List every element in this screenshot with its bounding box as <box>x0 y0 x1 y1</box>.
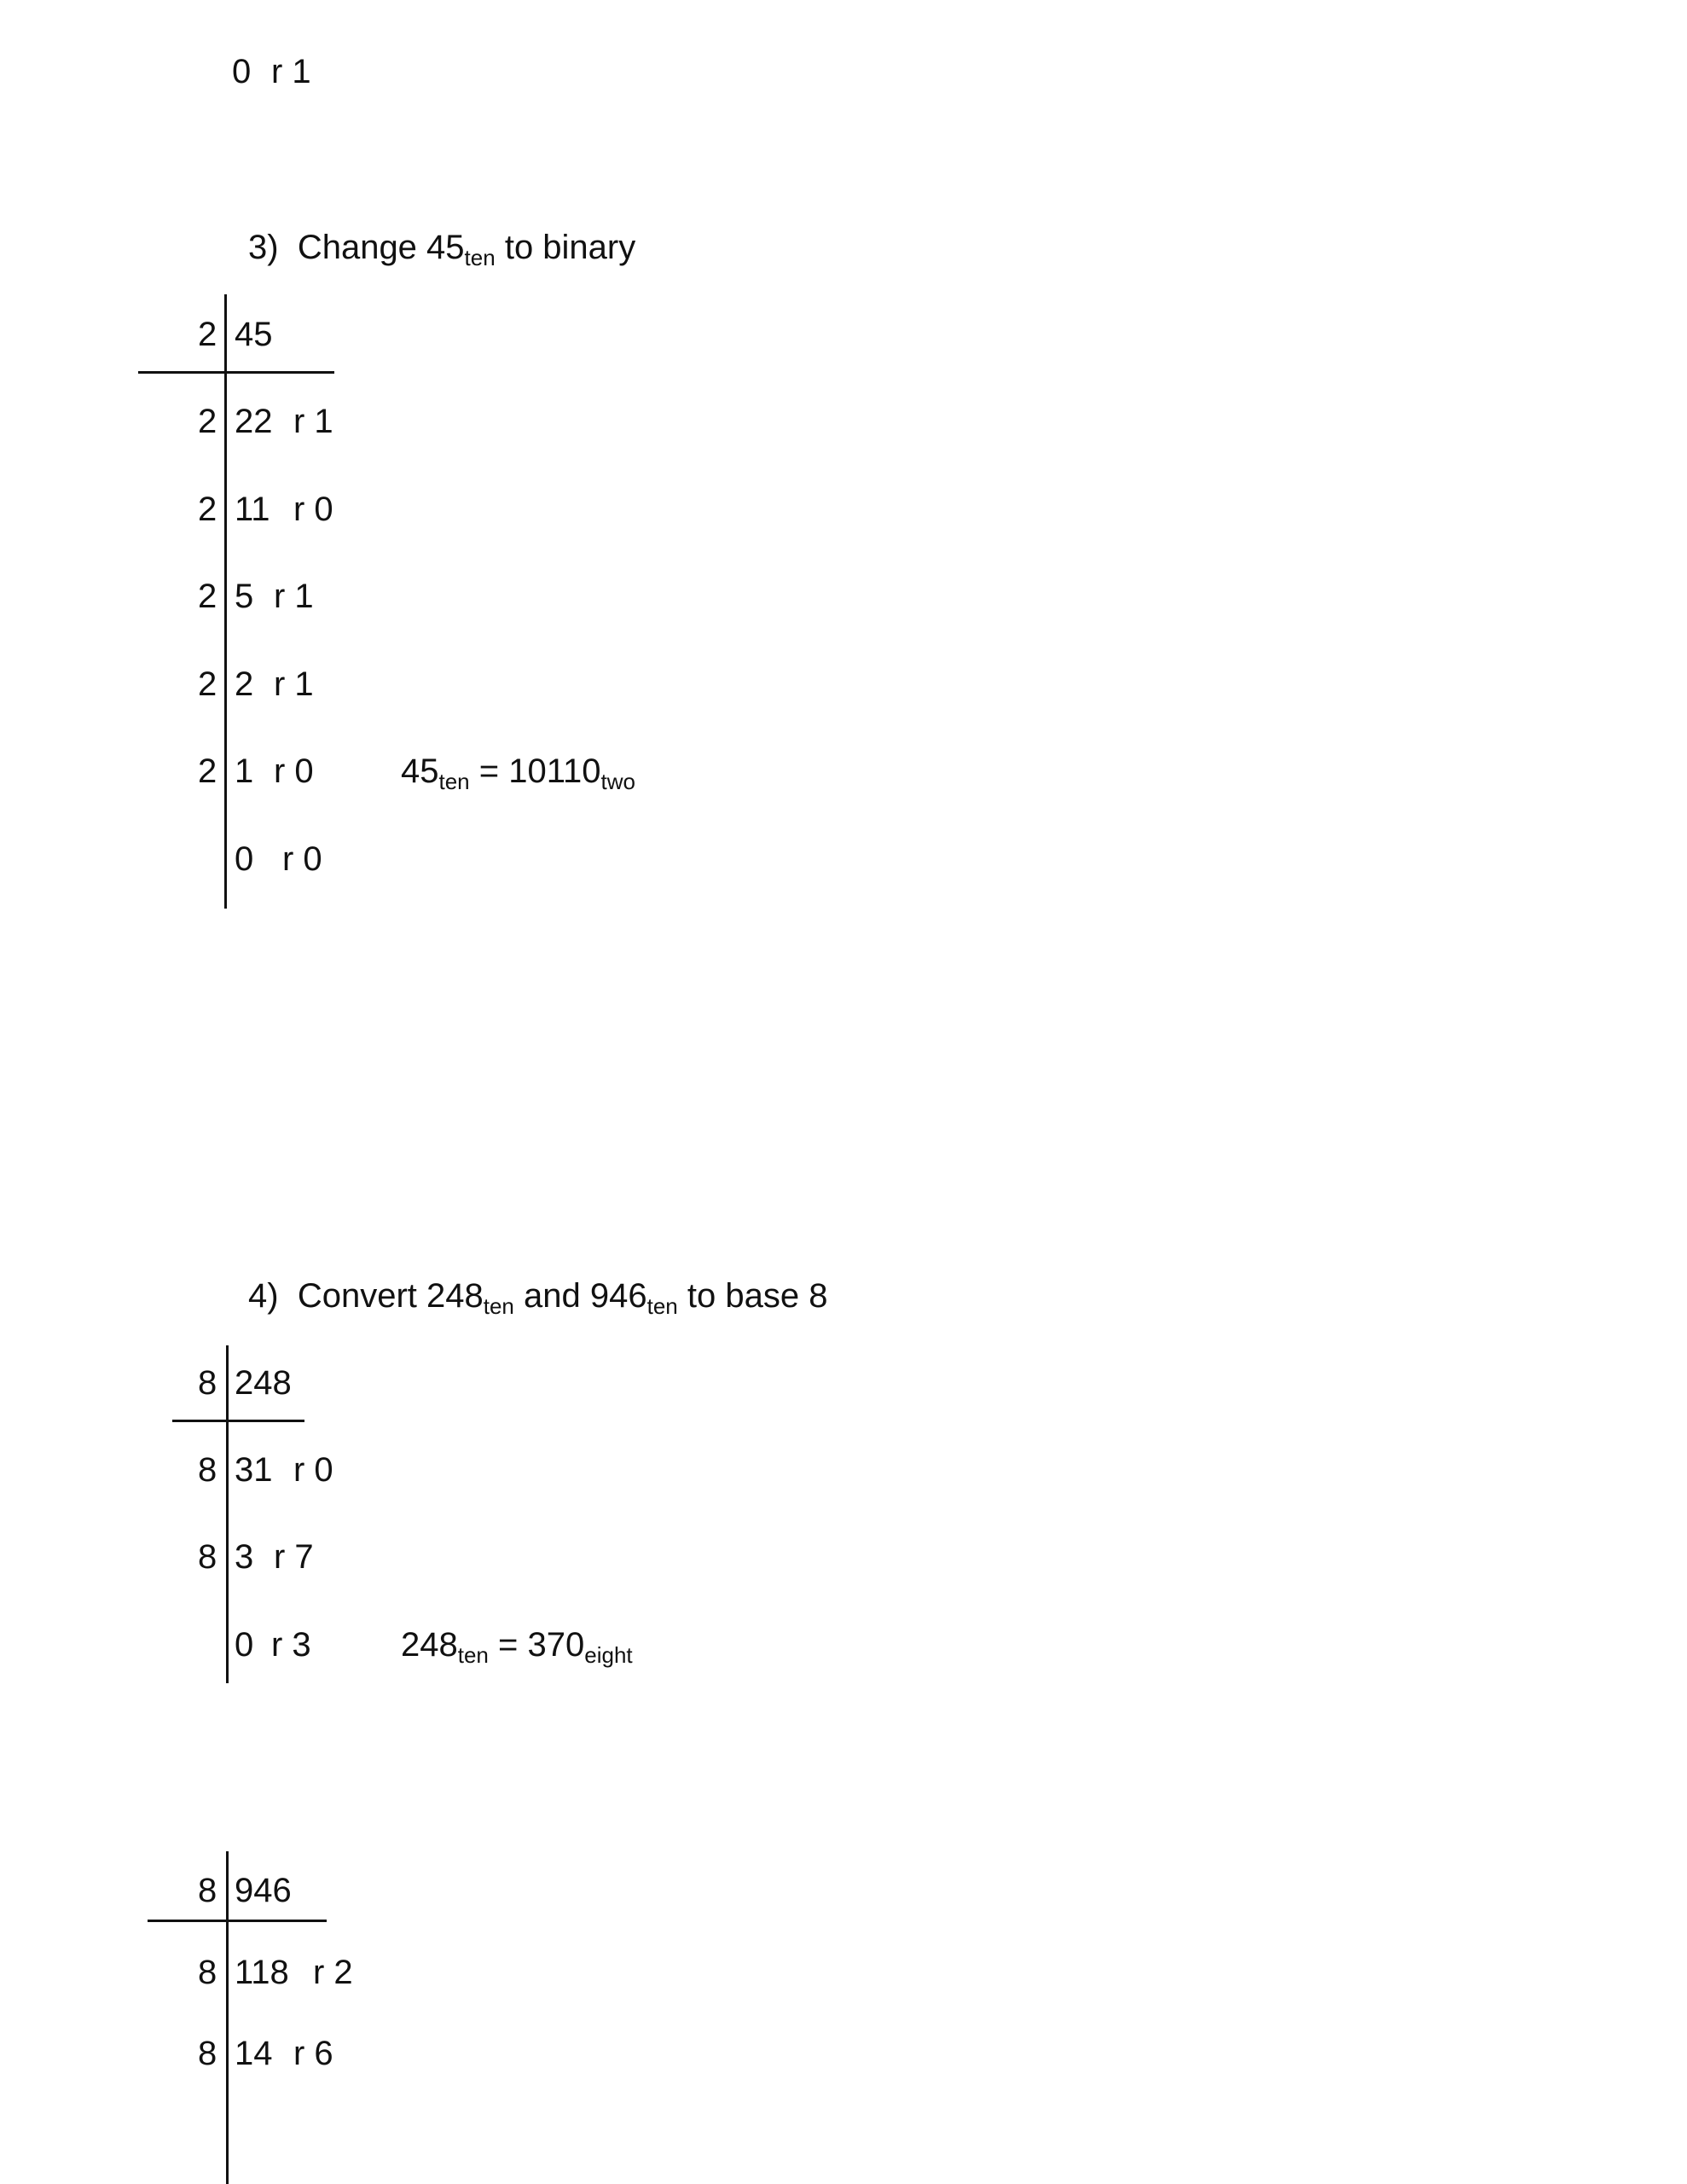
p3-row2-remainder: r 0 <box>293 491 333 528</box>
problem3-number: 3) <box>248 229 279 266</box>
problem4-text-a: Convert 248 <box>297 1277 484 1315</box>
p4b-row2-remainder: r 6 <box>293 2035 333 2072</box>
p4a-row0-divisor: 8 <box>198 1364 217 1402</box>
p3-row6-remainder: r 0 <box>282 840 322 878</box>
p3-row0-divisor: 2 <box>198 316 217 353</box>
p3-row1-remainder: r 1 <box>293 403 333 440</box>
p3-result-rhs: 10110 <box>508 752 601 790</box>
p3-row5-quotient: 1 <box>235 752 254 790</box>
p4a-row2-divisor: 8 <box>198 1538 217 1576</box>
p4a-row3-quotient: 0 <box>235 1626 254 1664</box>
problem3-text-b: to binary <box>504 229 636 266</box>
p3-row0-dividend: 45 <box>235 316 273 353</box>
p4a-row0-dividend: 248 <box>235 1364 292 1402</box>
p4a-row2-quotient: 3 <box>235 1538 254 1576</box>
p4b-row1-quotient: 118 <box>235 1954 289 1991</box>
problem4-sub-a: ten <box>483 1293 514 1319</box>
p4b-row2-divisor: 8 <box>198 2035 217 2072</box>
p3-row6-quotient: 0 <box>235 840 254 878</box>
p3-row4-divisor: 2 <box>198 665 217 703</box>
p3-row3-quotient: 5 <box>235 578 254 615</box>
problem3-heading <box>248 227 635 268</box>
p4a-row2-remainder: r 7 <box>274 1538 314 1576</box>
problem4-text-c: to base 8 <box>687 1277 828 1315</box>
p3-result-lhs-sub: ten <box>438 769 470 794</box>
p3-result-lhs: 45 <box>401 752 439 790</box>
p4b-row0-divisor: 8 <box>198 1872 217 1909</box>
p4a-row3-remainder: r 3 <box>271 1626 311 1664</box>
problem4-part1-division-bar <box>226 1345 229 1683</box>
problem4-heading <box>248 1275 828 1319</box>
p3-row1-divisor: 2 <box>198 403 217 440</box>
problem3-sub-a: ten <box>464 245 496 270</box>
p3-row5-divisor: 2 <box>198 752 217 790</box>
problem4-part2-underline <box>148 1920 327 1922</box>
problem3-underline <box>138 371 334 374</box>
p4b-row1-divisor: 8 <box>198 1954 217 1991</box>
p4a-result-lhs-sub: ten <box>457 1642 489 1668</box>
problem3-text-a: Change 45 <box>297 229 465 266</box>
problem4-part1-result <box>401 1624 633 1668</box>
p4a-row1-quotient: 31 <box>235 1451 273 1489</box>
p4a-result-eq: = <box>498 1626 519 1664</box>
p3-row4-remainder: r 1 <box>274 665 314 703</box>
p3-row2-quotient: 11 <box>235 491 270 528</box>
problem4-text-b: and 946 <box>524 1277 647 1315</box>
p3-row2-divisor: 2 <box>198 491 217 528</box>
p3-result-rhs-sub: two <box>600 769 635 794</box>
problem3-division-bar <box>224 294 227 909</box>
p4a-row1-remainder: r 0 <box>293 1451 333 1489</box>
p4a-result-rhs: 370 <box>527 1626 585 1664</box>
problem3-result <box>401 751 635 792</box>
problem4-number: 4) <box>248 1277 279 1315</box>
problem4-part1-underline <box>172 1420 304 1422</box>
p3-row3-divisor: 2 <box>198 578 217 615</box>
p4b-row2-quotient: 14 <box>235 2035 273 2072</box>
p4a-result-lhs: 248 <box>401 1626 458 1664</box>
top-quotient: 0 <box>232 53 252 90</box>
problem4-part2-division-bar <box>226 1851 229 2184</box>
p3-result-eq: = <box>478 752 500 790</box>
top-remainder: r 1 <box>271 53 311 90</box>
p3-row1-quotient: 22 <box>235 403 273 440</box>
problem4-sub-b: ten <box>646 1293 678 1319</box>
p3-row3-remainder: r 1 <box>274 578 314 615</box>
p3-row5-remainder: r 0 <box>274 752 314 790</box>
p4a-result-rhs-sub: eight <box>584 1642 633 1668</box>
p4a-row1-divisor: 8 <box>198 1451 217 1489</box>
p4b-row1-remainder: r 2 <box>313 1954 353 1991</box>
p3-row4-quotient: 2 <box>235 665 254 703</box>
p4b-row0-dividend: 946 <box>235 1872 292 1909</box>
